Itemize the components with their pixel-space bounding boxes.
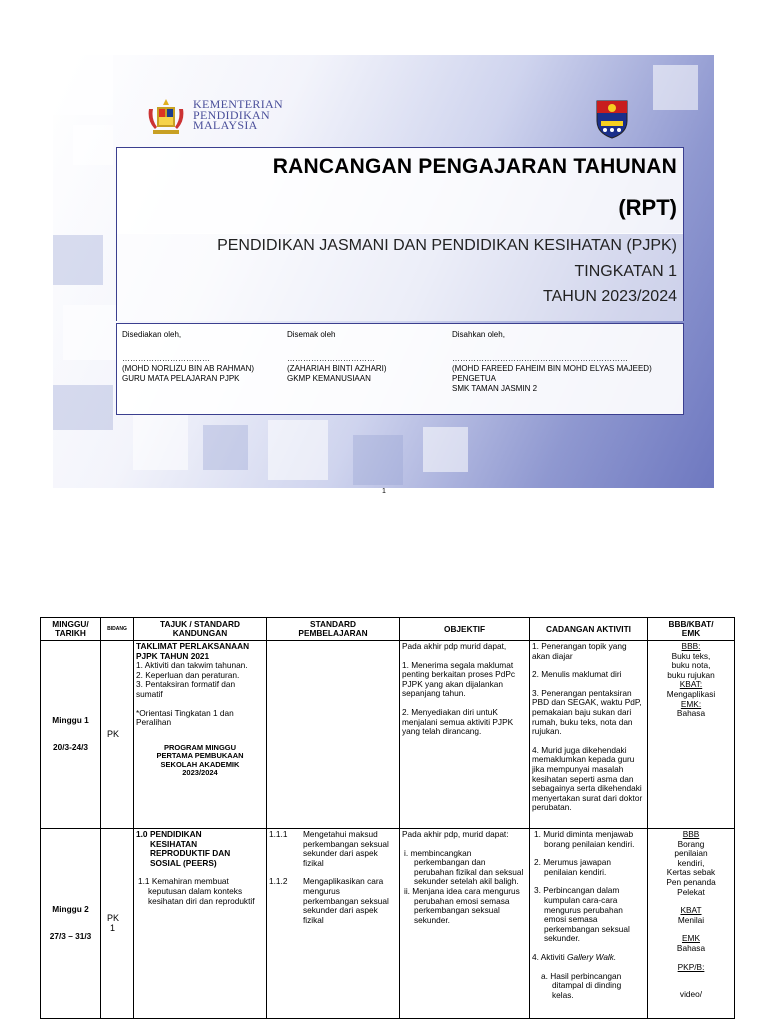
- bbb-item: Pelekat: [677, 886, 705, 897]
- signature-line: …………………………………………………………: [452, 354, 628, 363]
- activity-cell: [530, 641, 648, 829]
- emk-label: EMK: [682, 933, 700, 944]
- signatory-checked: [287, 330, 387, 384]
- ministry-line: KEMENTERIAN: [193, 97, 283, 111]
- activity-item: 4. Murid juga dikehendaki memaklumkan kepada guru jika mempunyai masalah kesihatan seperti asma dan sebagainya serta dikehendaki menyertakan surat dari doktor perubatan.: [532, 744, 643, 813]
- document-title-abbrev: (RPT): [618, 195, 677, 220]
- table-header-row: [41, 618, 735, 641]
- decor-tile: [353, 435, 403, 485]
- decor-tile: [53, 235, 103, 285]
- emk-value: Bahasa: [676, 708, 706, 719]
- cover-page: [53, 55, 714, 488]
- header-learning: STANDARD PEMBELAJARAN: [267, 618, 400, 641]
- decor-tile: [63, 305, 118, 360]
- kbat-value: Menilai: [677, 914, 705, 925]
- title-box: [116, 147, 684, 234]
- header-week: MINGGU/ TARIKH: [41, 618, 101, 641]
- decor-tile: [203, 425, 248, 470]
- header-objective: OBJEKTIF: [400, 618, 530, 641]
- learning-cell: [267, 829, 400, 1019]
- week-cell: [41, 829, 101, 1019]
- activity-item: 4. Aktiviti Gallery Walk.: [532, 951, 617, 962]
- area-cell: PK: [101, 641, 134, 829]
- week-label: Minggu 1: [52, 715, 89, 726]
- school-shield-icon: [595, 99, 629, 139]
- page-number: 1: [382, 488, 386, 495]
- signatory-name: (MOHD NORLIZU BIN AB RAHMAN): [122, 364, 255, 373]
- objective-item: 1. Menerima segala maklumat penting berkaitan proses PdPc PJPK yang akan dijalankan sepanjang tahun.: [402, 659, 516, 699]
- content-cell: [134, 829, 267, 1019]
- header-resources: BBB/KBAT/ EMK: [648, 618, 735, 641]
- decor-tile: [423, 427, 468, 472]
- kbat-label: KBAT: [680, 905, 702, 916]
- bbb-label: BBB:: [681, 641, 701, 651]
- objective-cell: [400, 829, 530, 1019]
- activity-item: 3. Perbincangan dalam kumpulan cara-cara mengurus perubahan emosi semasa perkembangan seksual sekunder.: [534, 885, 630, 944]
- subject-name: PENDIDIKAN JASMANI DAN PENDIDIKAN KESIHATAN (PJPK): [217, 237, 677, 254]
- week-date: 27/3 – 31/3: [49, 931, 92, 941]
- bbb-item: buku nota,: [671, 660, 711, 671]
- content-title: TAKLIMAT PERLAKSANAAN: [136, 641, 250, 651]
- learning-text: Mengaplikasikan cara mengurus perkembangan seksual sekunder dari aspek fizikal: [303, 876, 389, 925]
- header-activity: CADANGAN AKTIVITI: [530, 618, 648, 641]
- week-cell: [41, 641, 101, 829]
- decor-tile: [53, 385, 113, 430]
- decor-tile: [268, 420, 328, 480]
- bbb-item: buku rujukan: [667, 669, 715, 680]
- bbb-item: Buku teks,: [671, 650, 711, 661]
- signature-line: ……………………………: [122, 354, 210, 363]
- week-date: 20/3-24/3: [52, 742, 89, 752]
- signatory-name: (MOHD FAREED FAHEIM BIN MOHD ELYAS MAJEED): [452, 364, 652, 373]
- content-title: PJPK TAHUN 2021: [136, 650, 210, 661]
- bbb-item: Borang: [677, 838, 705, 849]
- area-number: 1: [110, 922, 116, 933]
- emk-label: EMK:: [680, 698, 702, 709]
- bbb-item: penilaian: [674, 848, 708, 859]
- content-heading: [136, 830, 264, 868]
- learning-cell: [267, 641, 400, 829]
- signatory-school: SMK TAMAN JASMIN 2: [452, 384, 538, 393]
- header-area: BIDANG: [101, 618, 134, 641]
- signatory-label: Disahkan oleh,: [452, 330, 505, 339]
- activity-item: 1. Penerangan topik yang akan diajar: [532, 641, 627, 661]
- decor-tile: [73, 125, 113, 165]
- signatory-role: PENGETUA: [452, 374, 497, 383]
- resources-cell: [648, 829, 735, 1019]
- area-code: PK: [107, 912, 120, 923]
- area-cell: [101, 829, 134, 1019]
- ministry-name: [193, 99, 283, 131]
- ministry-line: PENDIDIKAN: [193, 107, 270, 122]
- form-level: TINGKATAN 1: [574, 263, 677, 280]
- content-item: 3. Pentaksiran formatif dan sumatif: [136, 679, 236, 699]
- learning-text: Mengetahui maksud perkembangan seksual sekunder dari aspek fizikal: [303, 829, 389, 868]
- activity-subitem: a. Hasil perbincangan ditampal di dinding kelas.: [541, 970, 622, 1000]
- academic-year: TAHUN 2023/2024: [543, 288, 677, 305]
- signatory-role: GKMP KEMANUSIAAN: [287, 374, 371, 383]
- objective-intro: Pada akhir pdp murid dapat,: [402, 641, 507, 651]
- resources-cell: [648, 641, 735, 829]
- signatory-label: Disediakan oleh,: [122, 330, 182, 339]
- learning-number: 1.1.1: [269, 829, 288, 839]
- content-title: PENDIDIKAN KESIHATAN REPRODUKTIF DAN SOSIAL (PEERS): [150, 829, 231, 868]
- content-number: 1.0: [136, 829, 148, 839]
- week-label: Minggu 2: [52, 904, 89, 915]
- bbb-item: Pen penanda: [666, 876, 716, 887]
- pkp-label: PKP/B:: [677, 961, 705, 972]
- content-cell: [134, 641, 267, 829]
- decor-tile: [653, 65, 698, 110]
- objective-cell: [400, 641, 530, 829]
- pkp-value: video/: [679, 989, 703, 1000]
- content-note: *Orientasi Tingkatan 1 dan Peralihan: [136, 707, 234, 728]
- bbb-label: BBB: [682, 829, 700, 839]
- content-subitem: 1.1 Kemahiran membuat keputusan dalam konteks kesihatan diri dan reproduktif: [138, 876, 255, 906]
- decor-tile: [133, 415, 188, 470]
- learning-item: [269, 877, 397, 925]
- objective-item: i. membincangkan perkembangan dan perubahan fizikal dan seksual sekunder setelah akil baligh.: [404, 847, 524, 887]
- activity-cell: [530, 829, 648, 1019]
- signatory-role: GURU MATA PELAJARAN PJPK: [122, 374, 240, 383]
- signatory-approved: [452, 330, 652, 394]
- subject-box: [116, 233, 684, 321]
- malaysia-crest-icon: [145, 97, 187, 137]
- signature-line: ……………………………: [287, 354, 375, 363]
- content-item: 2. Keperluan dan peraturan.: [136, 669, 240, 680]
- header-content: TAJUK / STANDARD KANDUNGAN: [134, 618, 267, 641]
- kbat-label: KBAT:: [679, 679, 703, 690]
- objective-item: 2. Menyediakan diri untuK menjalani semua aktiviti PJPK yang telah dirancang.: [402, 706, 514, 737]
- signatory-prepared: [122, 330, 254, 384]
- rpt-table: [40, 617, 735, 1019]
- signatory-label: Disemak oleh: [287, 330, 336, 339]
- content-item: 1. Aktiviti dan takwim tahunan.: [136, 660, 248, 671]
- document-title: RANCANGAN PENGAJARAN TAHUNAN: [272, 155, 677, 178]
- activity-item: 2. Menulis maklumat diri: [532, 669, 622, 680]
- activity-item: 1. Murid diminta menjawab borang penilaian kendiri.: [534, 829, 635, 849]
- kbat-value: Mengaplikasi: [666, 688, 716, 699]
- table-row: [41, 829, 735, 1019]
- objective-intro: Pada akhir pdp, murid dapat:: [402, 829, 509, 839]
- activity-item: 3. Penerangan pentaksiran PBD dan SEGAK, waktu PdP, pemakaian baju sukan dari rumah, buku teks, nota dan rujukan.: [532, 687, 642, 737]
- ministry-line: MALAYSIA: [193, 118, 258, 132]
- bbb-item: kendiri,: [677, 857, 705, 868]
- program-title: PROGRAM MINGGU PERTAMA PEMBUKAAN SEKOLAH AKADEMIK 2023/2024: [156, 742, 244, 778]
- table-row: [41, 641, 735, 829]
- decor-tile: [53, 55, 113, 115]
- activity-item: 2. Merumus jawapan penilaian kendiri.: [534, 857, 612, 877]
- signature-box: [116, 323, 684, 415]
- signatory-name: (ZAHARIAH BINTI AZHARI): [287, 364, 387, 373]
- objective-item: ii. Menjana idea cara mengurus perubahan emosi semasa perkembangan seksual sekunder.: [404, 885, 520, 925]
- bbb-item: Kertas sebak: [666, 867, 716, 878]
- emk-value: Bahasa: [676, 942, 706, 953]
- learning-item: [269, 830, 397, 868]
- learning-number: 1.1.2: [269, 876, 288, 887]
